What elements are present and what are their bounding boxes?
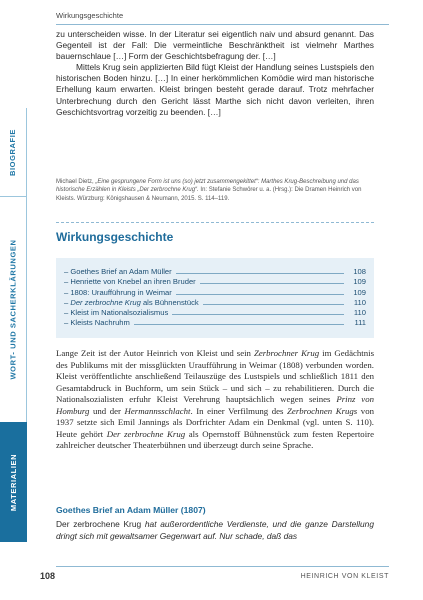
intro-paragraph-1: zu unterscheiden wisse. In der Literatur sei eigentlich naiv und absurd genannt. Das Gegenteil ist der Fall: Die vermeintliche Beschränktheit ist vielmehr Marthes bauernschlaue […] Form der Geschichtsbefragung der. […] (56, 29, 374, 62)
section-toc (56, 258, 374, 338)
section-title: Wirkungsgeschichte (56, 230, 174, 244)
toc-item-label: – Kleist im Nationalsozialismus (64, 307, 169, 317)
toc-item-label: – 1808: Uraufführung in Weimar (64, 287, 172, 297)
toc-item-label: – Kleists Nachruhm (64, 318, 130, 328)
toc-item-page: 111 (354, 318, 366, 328)
toc-leader (172, 314, 344, 315)
toc-item-page: 109 (353, 277, 366, 287)
toc-item[interactable] (64, 307, 366, 317)
header-divider (56, 24, 389, 25)
tab-biografie[interactable] (0, 108, 27, 196)
citation (56, 178, 374, 203)
subsection-title: Goethes Brief an Adam Müller (1807) (56, 505, 206, 515)
toc-item-page: 110 (353, 297, 366, 307)
toc-item-label: – Der zerbrochne Krug als Bühnenstück (64, 297, 199, 307)
citation-source: In: Stefanie Schwörer u. a. (Hrsg.): Die Dramen Heinrich von Kleists. Würzburg: Königshausen & Neumann, 2015. S. 114–119. (56, 187, 362, 202)
toc-leader (200, 283, 344, 284)
section-divider (56, 222, 374, 223)
footer-divider (56, 566, 389, 567)
toc-item[interactable] (64, 297, 366, 307)
toc-item[interactable] (64, 276, 366, 286)
toc-item-page: 109 (353, 287, 366, 297)
tab-wort-und-sacherklaerungen[interactable] (0, 196, 27, 422)
toc-item[interactable] (64, 286, 366, 296)
intro-text (56, 29, 374, 118)
citation-title: „Eine gesprungene Form ist uns (so) jetzt zusammengekittet“: Marthes Krug-Beschreibung und das historische Erzählen in Kleists „Der zerbrochne Krug“. (56, 179, 359, 194)
citation-author: Michael Dietz, (56, 179, 94, 185)
toc-item-label: – Henriette von Knebel an ihren Bruder (64, 277, 196, 287)
page-number: 108 (40, 571, 56, 581)
section-tab-strip (0, 0, 27, 600)
toc-item[interactable] (64, 266, 366, 276)
goethe-quote: Der zerbrochene Krug hat außerordentliche Verdienste, und die ganze Darstellung dringt sich mit gewaltsamer Gegenwart auf. Nur schade, daß das (56, 519, 374, 541)
toc-item-label: – Goethes Brief an Adam Müller (64, 267, 172, 277)
tab-wort-label: WORT- UND SACHERKLÄRUNGEN (8, 239, 18, 380)
tab-biografie-label: BIOGRAFIE (8, 128, 18, 176)
page-header-title: Wirkungsgeschichte (56, 11, 124, 20)
toc-item[interactable] (64, 317, 366, 327)
toc-leader (176, 273, 344, 274)
toc-leader (176, 294, 344, 295)
running-title: HEINRICH VON KLEIST (300, 573, 389, 580)
toc-leader (134, 324, 344, 325)
tab-materialien-label: MATERIALIEN (9, 453, 19, 511)
toc-item-page: 108 (353, 267, 366, 277)
body-paragraph: Lange Zeit ist der Autor Heinrich von Kleist und sein Zerbrochner Krug im Gedächtnis des Publikums mit der missglückten Uraufführung in Weimar (1808) verbunden worden. Kleist veröffentlichte anschließend Teilauszüge des Lustspiels und schließlich 1811 den Gesamtabdruck in Buchform, um sein Stück – und sich – zu rehabilitieren. Durch die Nationalsozialisten erfuhr Kleist Verehrung hauptsächlich wegen seines Prinz von Homburg und der Hermannsschlacht. In einer Verfilmung des Zerbrochnen Krugs von 1937 setzte sich Emil Jannings als Dorfrichter Adam ein Denkmal (vgl. unten S. 110). Heute gehört Der zerbrochne Krug als Opernstoff Bühnenstück zum festen Repertoire zahlreicher deutscher Theaterbühnen und überzeugt durch seine Sprache. (56, 348, 374, 450)
toc-item-page: 110 (353, 307, 366, 317)
tab-materialien[interactable] (0, 422, 27, 542)
toc-leader (203, 304, 344, 305)
intro-paragraph-2: Mittels Krug sein applizierten Bild fügt Kleist der Handlung seines Lustspiels den historischen Boden hinzu. […] In einer herkömmlichen Komödie wird man historische Erhellung kaum erwarten. Kleist bringen besteht gerade darauf. Trotz mehrfacher Unterbrechung durch den Gericht lässt Marthe sich nicht davon verleiten, ihren Geschichtsvortrag vorzeitig zu beenden. […] (56, 62, 374, 117)
